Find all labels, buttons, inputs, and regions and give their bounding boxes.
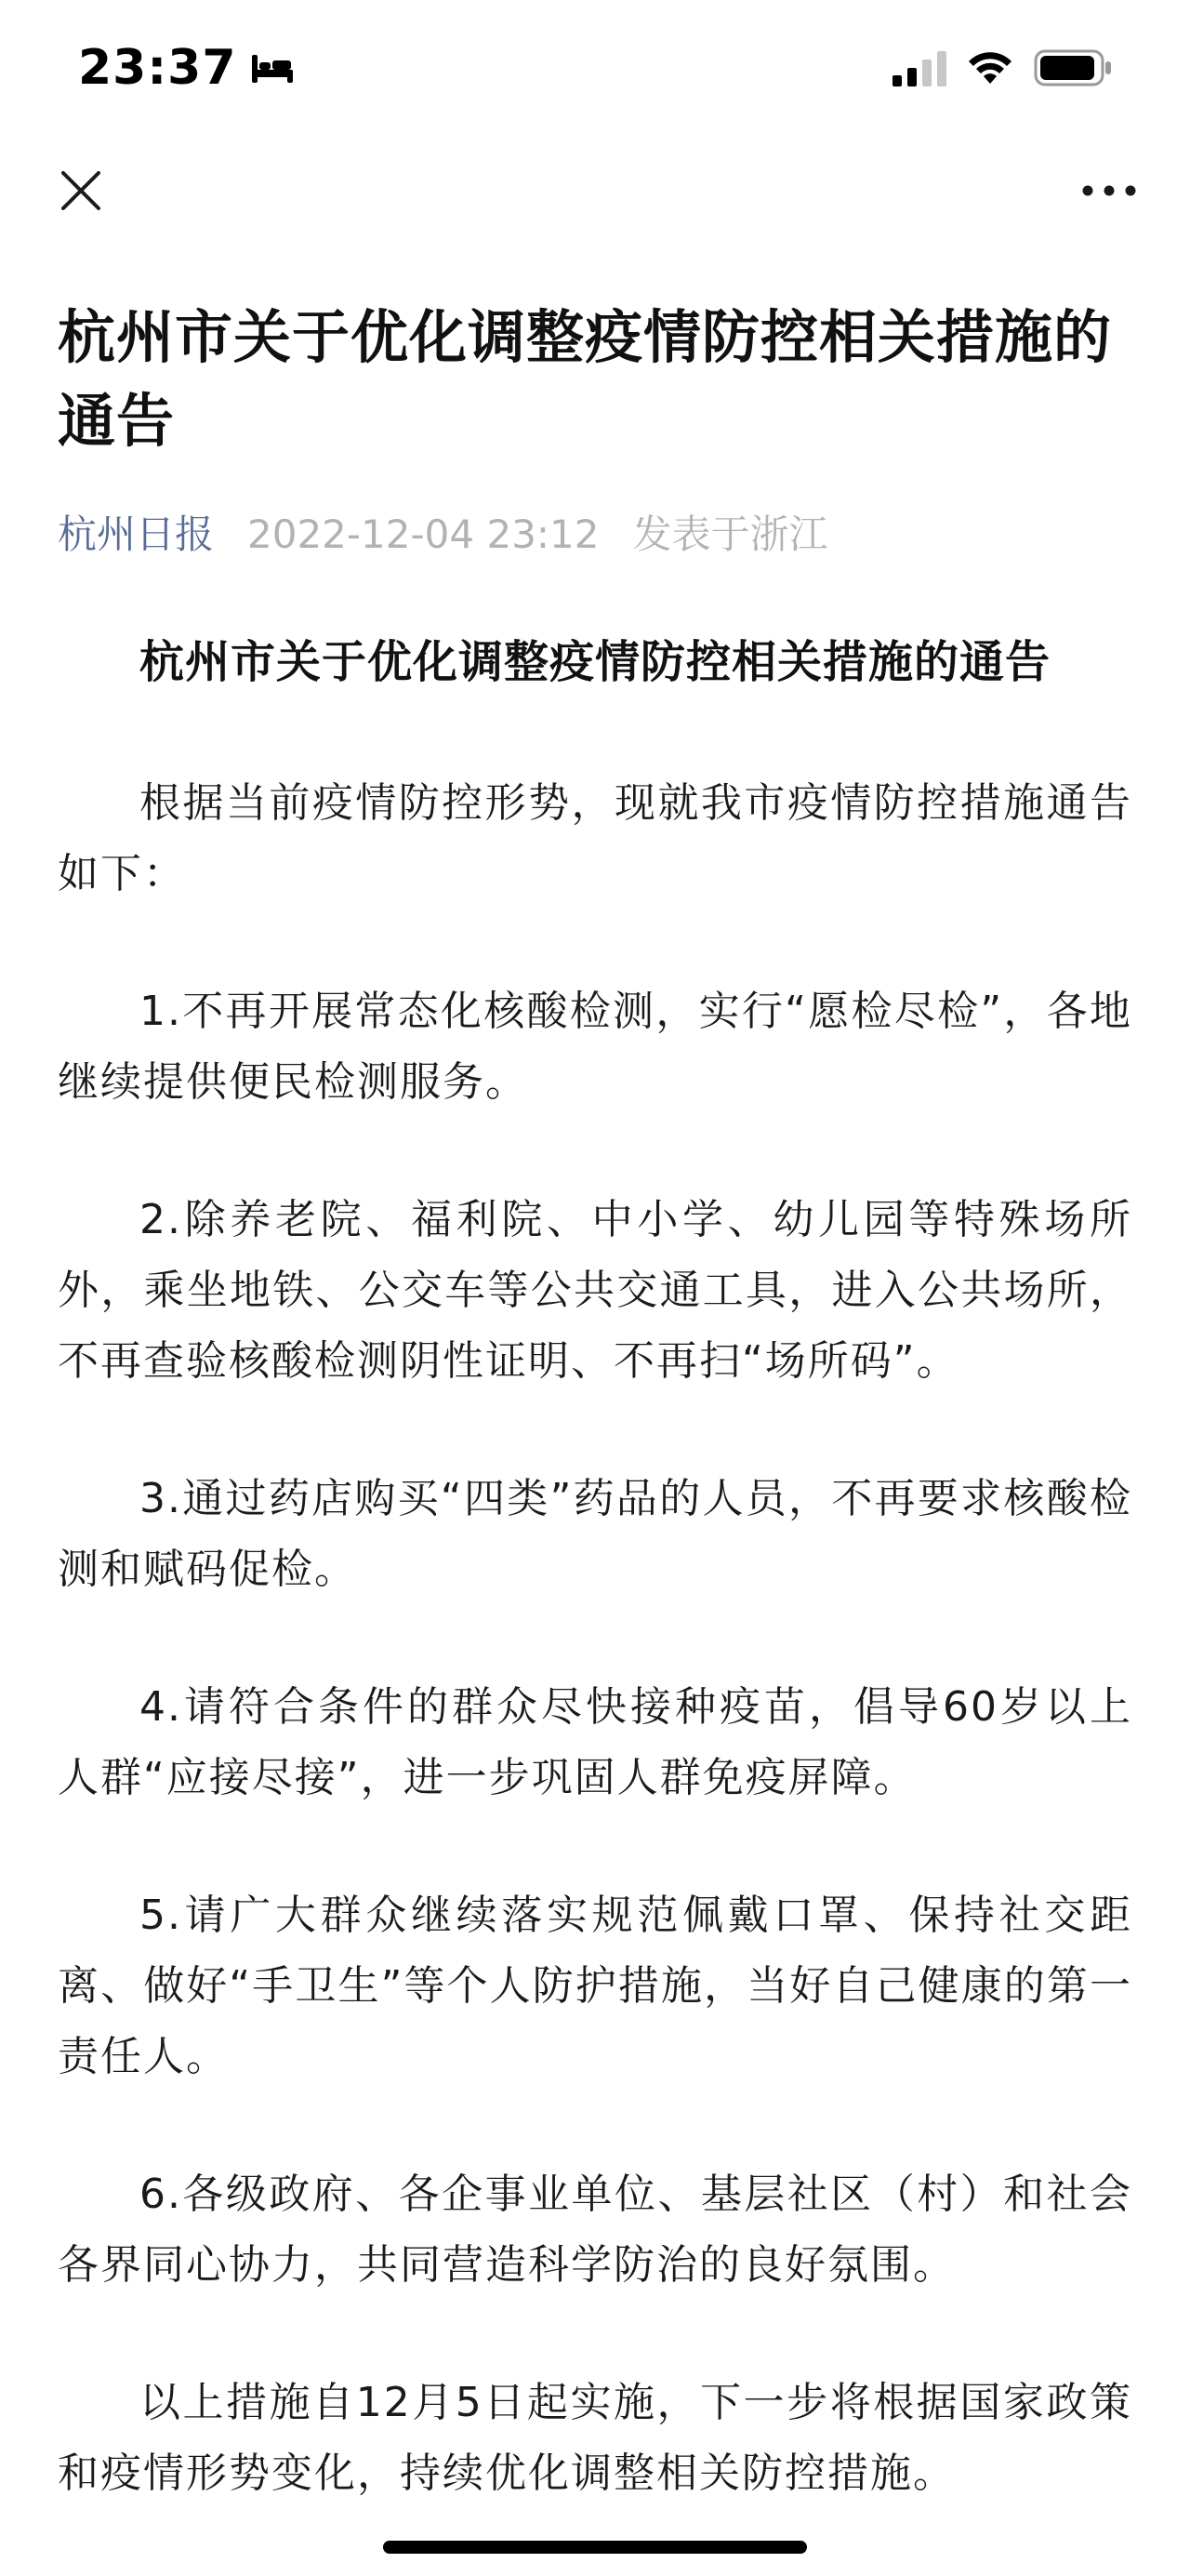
battery-icon xyxy=(1034,49,1114,86)
more-button[interactable] xyxy=(1069,156,1149,225)
status-icons xyxy=(892,46,1114,89)
paragraph-item-4: 4.请符合条件的群众尽快接种疫苗，倡导60岁以上人群“应接尽接”，进一步巩固人群免疫屏障。 xyxy=(58,1683,1132,1801)
close-button[interactable] xyxy=(46,156,115,225)
more-dots-icon xyxy=(1081,184,1137,197)
wifi-icon xyxy=(967,50,1013,86)
article-content xyxy=(58,625,1132,2509)
publish-datetime: 2022-12-04 23:12 xyxy=(247,511,600,557)
article-title: 杭州市关于优化调整疫情防控相关措施的通告 xyxy=(58,303,1113,455)
paragraph-item-1: 1.不再开展常态化核酸检测，实行“愿检尽检”，各地继续提供便民检测服务。 xyxy=(58,988,1132,1106)
article-meta xyxy=(58,502,1132,567)
home-indicator[interactable] xyxy=(383,2541,807,2554)
paragraph-item-3: 3.通过药店购买“四类”药品的人员，不再要求核酸检测和赋码促检。 xyxy=(58,1475,1132,1593)
source-account-link[interactable]: 杭州日报 xyxy=(58,511,215,557)
publish-location: 发表于浙江 xyxy=(632,511,828,557)
paragraph-item-6: 6.各级政府、各企事业单位、基层社区（村）和社会各界同心协力，共同营造科学防治的良好氛围。 xyxy=(58,2171,1132,2289)
content-heading: 杭州市关于优化调整疫情防控相关措施的通告 xyxy=(139,636,1051,688)
paragraph-closing: 以上措施自12月5日起实施，下一步将根据国家政策和疫情形势变化，持续优化调整相关防控措施。 xyxy=(58,2379,1132,2497)
status-time-group xyxy=(78,35,295,100)
paragraph-intro: 根据当前疫情防控形势，现就我市疫情防控措施通告如下： xyxy=(58,779,1132,897)
cellular-signal-icon xyxy=(892,49,946,86)
article xyxy=(58,296,1132,2576)
bed-icon xyxy=(250,51,295,85)
nav-bar xyxy=(0,139,1190,242)
paragraph-item-2: 2.除养老院、福利院、中小学、幼儿园等特殊场所外，乘坐地铁、公交车等公共交通工具，进入公共场所，不再查验核酸检测阴性证明、不再扫“场所码”。 xyxy=(58,1196,1132,1385)
close-icon xyxy=(60,169,102,212)
paragraph-item-5: 5.请广大群众继续落实规范佩戴口罩、保持社交距离、做好“手卫生”等个人防护措施，当好自己健康的第一责任人。 xyxy=(58,1892,1132,2080)
status-bar xyxy=(0,0,1190,139)
status-time: 23:37 xyxy=(78,40,237,96)
